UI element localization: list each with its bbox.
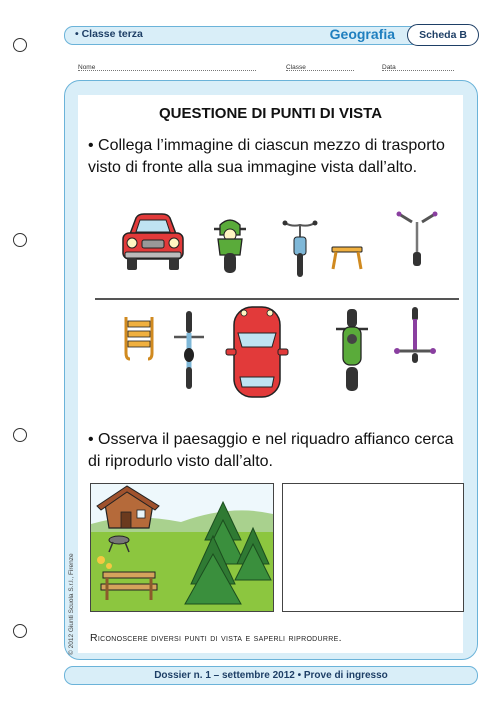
- class-label-field: Classe: [286, 64, 306, 71]
- sled-top-icon: [122, 315, 156, 361]
- date-label: Data: [382, 64, 396, 71]
- objective-text: Riconoscere diversi punti di vista e saperli riprodurre.: [90, 632, 342, 644]
- class-label: • Classe terza: [75, 28, 143, 40]
- landscape-illustration: [91, 484, 273, 611]
- name-label: Nome: [78, 64, 96, 71]
- bicycle-top-icon: [171, 309, 207, 391]
- motorbike-front-icon: [210, 215, 250, 275]
- footer-bar: Dossier n. 1 – settembre 2012 • Prove di ingresso: [64, 666, 478, 685]
- binder-hole: [13, 233, 27, 247]
- drawing-box[interactable]: [282, 483, 464, 612]
- copyright-note: © 2012 Giunti Scuola S.r.l., Firenze: [68, 553, 75, 655]
- sled-front-icon: [330, 245, 364, 271]
- subject-label: Geografia: [329, 26, 395, 42]
- instruction-landscape: • Osserva il paesaggio e nel riquadro affianco cerca di riprodurlo visto dall’alto.: [88, 431, 454, 470]
- landscape-picture: [90, 483, 274, 612]
- row-divider: [95, 298, 459, 300]
- binder-hole: [13, 38, 27, 52]
- car-front-icon: [120, 212, 186, 274]
- header-bar: [64, 26, 478, 45]
- scooter-front-icon: [396, 208, 438, 268]
- scooter-top-icon: [394, 305, 436, 365]
- worksheet-title: QUESTIONE DI PUNTI DI VISTA: [158, 105, 383, 122]
- car-top-icon: [220, 305, 294, 399]
- binder-hole: [13, 428, 27, 442]
- sheet-badge: Scheda B: [407, 24, 479, 46]
- bicycle-front-icon: [282, 215, 318, 279]
- instruction-connect: • Collega l’immagine di ciascun mezzo di trasporto visto di fronte alla sua immagine vista dall’alto.: [88, 137, 445, 176]
- motorbike-top-icon: [334, 307, 370, 393]
- binder-hole: [13, 624, 27, 638]
- worksheet-body: [78, 95, 463, 653]
- learning-objective: [90, 632, 342, 644]
